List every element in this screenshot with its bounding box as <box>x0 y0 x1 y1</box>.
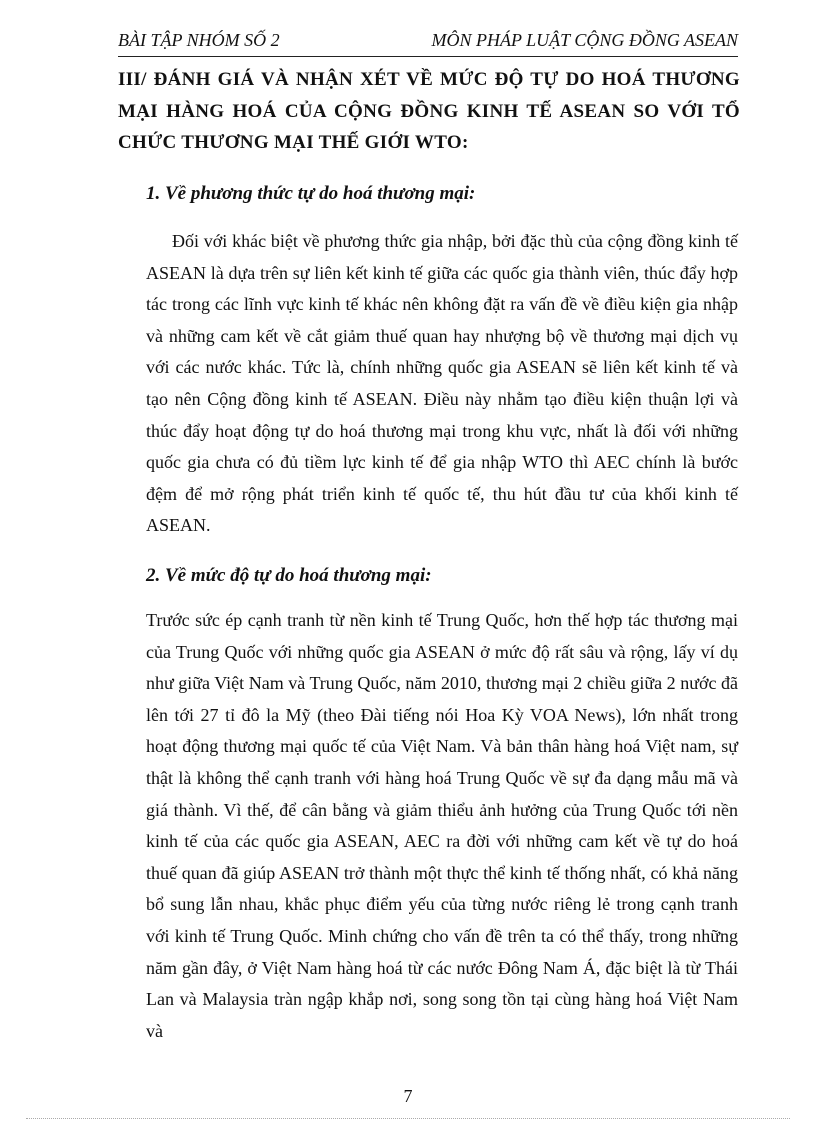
header-divider <box>118 56 738 57</box>
footer-divider <box>26 1118 790 1119</box>
header-left-text: BÀI TẬP NHÓM SỐ 2 <box>118 30 280 50</box>
subsection-heading-1: 1. Về phương thức tự do hoá thương mại: <box>146 183 476 204</box>
header-right-text: MÔN PHÁP LUẬT CỘNG ĐỒNG ASEAN <box>431 30 738 50</box>
section-title: III/ ĐÁNH GIÁ VÀ NHẬN XÉT VỀ MỨC ĐỘ TỰ DO HOÁ THƯƠNG MẠI HÀNG HOÁ CỦA CỘNG ĐỒNG KINH TẾ ASEAN SO VỚI TỔ CHỨC THƯƠNG MẠI THẾ GIỚI WTO: <box>118 69 740 153</box>
paragraph-1: Đối với khác biệt về phương thức gia nhập, bởi đặc thù của cộng đồng kinh tế ASEAN là dựa trên sự liên kết kinh tế giữa các quốc gia thành viên, thúc đẩy hợp tác trong các lĩnh vực kinh tế khác nên không đặt ra vấn đề về điều kiện gia nhập và những cam kết về cắt giảm thuế quan hay nhượng bộ về thương mại dịch vụ với các nước khác. Tức là, chính những quốc gia ASEAN sẽ liên kết kinh tế và tạo nên Cộng đồng kinh tế ASEAN. Điều này nhằm tạo điều kiện thuận lợi và thúc đẩy hoạt động tự do hoá thương mại trong khu vực, nhất là đối với những quốc gia chưa có đủ tiềm lực kinh tế để gia nhập WTO thì AEC chính là bước đệm để mở rộng phát triển kinh tế quốc tế, thu hút đầu tư của khối kinh tế ASEAN. <box>146 231 738 536</box>
page-number: 7 <box>403 1086 413 1106</box>
paragraph-2: Trước sức ép cạnh tranh từ nền kinh tế Trung Quốc, hơn thế hợp tác thương mại của Trung Quốc với những quốc gia ASEAN ở mức độ rất sâu và rộng, lấy ví dụ như giữa Việt Nam và Trung Quốc, năm 2010, thương mại 2 chiều giữa 2 nước đã lên tới 27 tỉ đô la Mỹ (theo Đài tiếng nói Hoa Kỳ VOA News), lớn nhất trong hoạt động thương mại quốc tế của Việt Nam. Và bản thân hàng hoá Việt nam, sự thật là không thể cạnh tranh với hàng hoá Trung Quốc về sự đa dạng mẫu mã và giá thành. Vì thế, để cân bằng và giảm thiểu ảnh hưởng của Trung Quốc tới nền kinh tế của các quốc gia ASEAN, AEC ra đời với những cam kết về tự do hoá thuế quan đã giúp ASEAN trở thành một thực thể kinh tế thống nhất, có khả năng bổ sung lẫn nhau, khắc phục điểm yếu của từng nước riêng lẻ trong cạnh tranh với kinh tế Trung Quốc. Minh chứng cho vấn đề trên ta có thể thấy, trong những năm gần đây, ở Việt Nam hàng hoá từ các nước Đông Nam Á, đặc biệt là từ Thái Lan và Malaysia tràn ngập khắp nơi, song song tồn tại cùng hàng hoá Việt Nam và <box>146 610 738 1041</box>
subsection-heading-2: 2. Về mức độ tự do hoá thương mại: <box>146 565 432 586</box>
page-header <box>118 30 738 54</box>
